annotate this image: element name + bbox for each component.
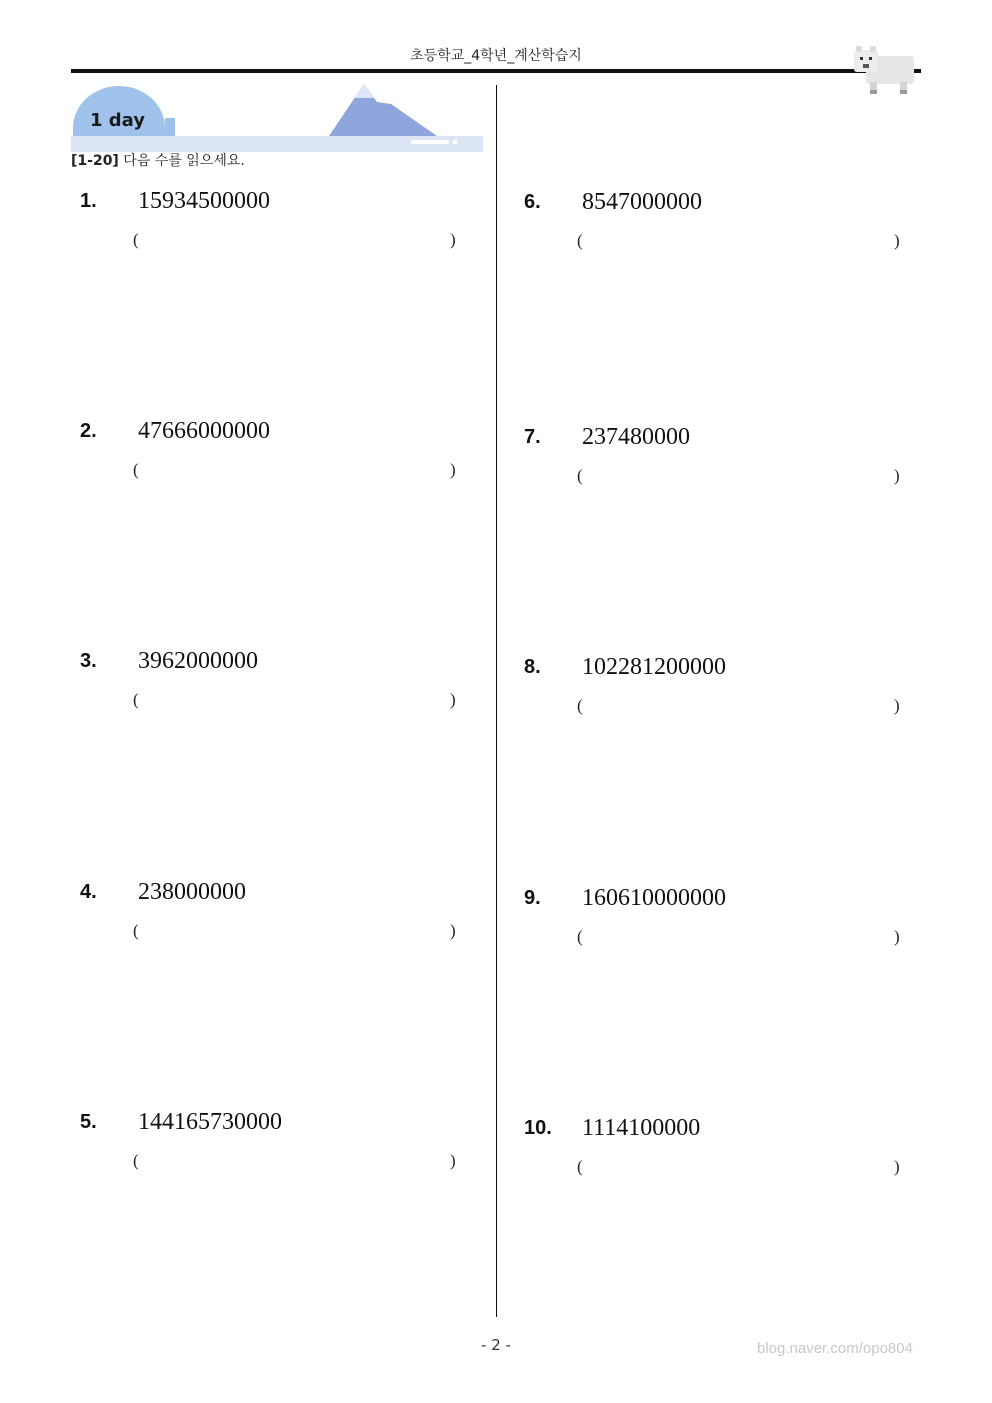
problem-10: [524, 1115, 900, 1177]
problem-value: 3962000000: [138, 648, 258, 674]
problem-number: 3.: [80, 650, 97, 672]
problem-5: [80, 1109, 456, 1171]
header-rule: [71, 69, 921, 73]
problem-number: 1.: [80, 190, 97, 212]
problem-number: 7.: [524, 426, 541, 448]
answer-paren-close: ): [894, 231, 900, 250]
answer-paren-close: ): [450, 230, 456, 249]
answer-paren-close: ): [450, 921, 456, 940]
column-divider: [496, 85, 497, 1317]
instruction-text: 다음 수를 읽으세요.: [123, 153, 245, 169]
answer-paren-close: ): [450, 690, 456, 709]
instruction: [71, 150, 245, 170]
answer-paren-open: (: [577, 231, 583, 250]
answer-paren-open: (: [577, 927, 583, 946]
answer-paren-open: (: [133, 921, 139, 940]
problem-number: 9.: [524, 887, 541, 909]
day-label: 1 day: [90, 110, 146, 131]
problem-7: [524, 424, 900, 486]
problem-number: 5.: [80, 1111, 97, 1133]
problem-value: 1114100000: [582, 1115, 701, 1141]
answer-paren-close: ): [450, 460, 456, 479]
problem-1: [80, 188, 456, 250]
answer-paren-open: (: [133, 690, 139, 709]
problem-4: [80, 879, 456, 941]
instruction-range: [1-20]: [71, 153, 119, 169]
problem-6: [524, 189, 900, 251]
problem-3: [80, 648, 456, 710]
answer-paren-open: (: [577, 1157, 583, 1176]
problem-value: 47666000000: [138, 418, 270, 444]
page-header-title: 초등학교_4학년_계산학습지: [410, 48, 582, 64]
problem-number: 8.: [524, 656, 541, 678]
answer-paren-open: (: [577, 696, 583, 715]
answer-paren-close: ): [894, 927, 900, 946]
watermark: blog.naver.com/opo804: [757, 1340, 913, 1357]
problem-number: 10.: [524, 1117, 552, 1139]
problem-value: 238000000: [138, 879, 246, 905]
problem-value: 160610000000: [582, 885, 726, 911]
problem-value: 8547000000: [582, 189, 702, 215]
page-number: - 2 -: [481, 1336, 511, 1354]
problem-number: 2.: [80, 420, 97, 442]
answer-paren-close: ): [894, 466, 900, 485]
polar-bear-icon: [852, 44, 916, 96]
problem-value: 237480000: [582, 424, 690, 450]
problem-value: 15934500000: [138, 188, 270, 214]
problem-2: [80, 418, 456, 480]
problem-number: 4.: [80, 881, 97, 903]
answer-paren-close: ): [894, 1157, 900, 1176]
answer-paren-close: ): [450, 1151, 456, 1170]
answer-paren-open: (: [133, 1151, 139, 1170]
answer-paren-open: (: [577, 466, 583, 485]
answer-paren-close: ): [894, 696, 900, 715]
answer-paren-open: (: [133, 230, 139, 249]
answer-paren-open: (: [133, 460, 139, 479]
problem-value: 144165730000: [138, 1109, 282, 1135]
problem-number: 6.: [524, 191, 541, 213]
problem-8: [524, 654, 900, 716]
problem-value: 102281200000: [582, 654, 726, 680]
problem-9: [524, 885, 900, 947]
